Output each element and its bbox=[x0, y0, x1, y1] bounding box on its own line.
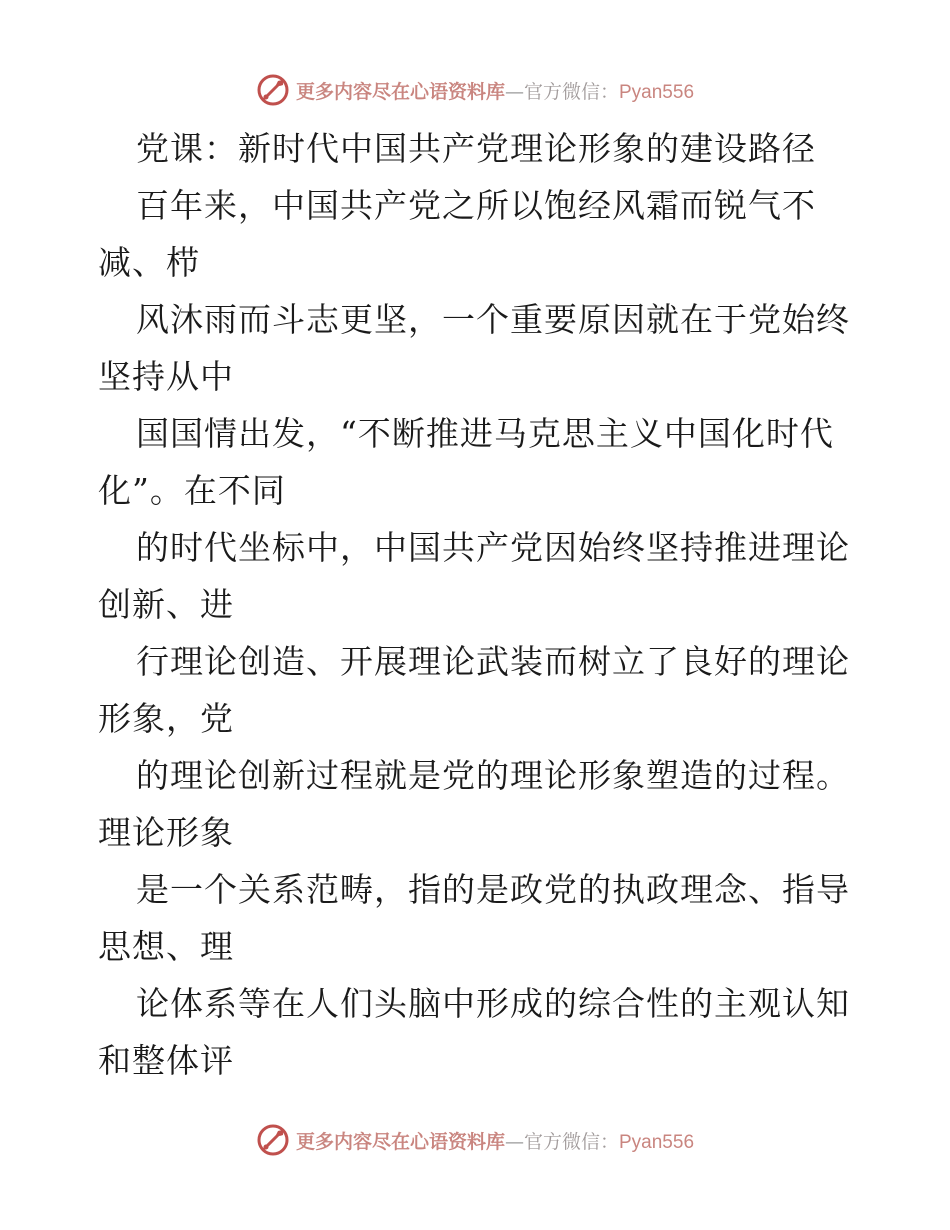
banner-slogan: 更多内容尽在心语资料库 bbox=[295, 1130, 505, 1153]
body-line: 风沐雨而斗志更坚，一个重要原因就在于党始终 bbox=[136, 300, 850, 339]
body-line: 创新、进 bbox=[98, 585, 234, 624]
banner-separator: — bbox=[504, 1130, 524, 1153]
body-line: 的时代坐标中，中国共产党因始终坚持推进理论 bbox=[136, 528, 850, 567]
wechat-label: 官方微信： bbox=[523, 80, 619, 103]
body-line: 思想、理 bbox=[98, 927, 234, 966]
body-line: 国国情出发，“不断推进马克思主义中国化时代 bbox=[136, 414, 834, 453]
header-banner bbox=[0, 70, 950, 110]
banner-slogan: 更多内容尽在心语资料库 bbox=[295, 80, 505, 103]
banner-text bbox=[296, 1127, 694, 1154]
document-title: 党课：新时代中国共产党理论形象的建设路径 bbox=[136, 129, 816, 168]
quill-seal-icon bbox=[256, 1123, 290, 1157]
wechat-id: Pyan556 bbox=[619, 81, 695, 103]
footer-banner bbox=[0, 1120, 950, 1160]
body-line: 减、栉 bbox=[98, 243, 200, 282]
body-line: 理论形象 bbox=[98, 813, 234, 852]
body-line: 百年来，中国共产党之所以饱经风霜而锐气不 bbox=[136, 186, 816, 225]
wechat-id: Pyan556 bbox=[619, 1131, 695, 1153]
body-line: 是一个关系范畴，指的是政党的执政理念、指导 bbox=[136, 870, 850, 909]
body-line: 和整体评 bbox=[98, 1041, 234, 1080]
body-line: 行理论创造、开展理论武装而树立了良好的理论 bbox=[136, 642, 850, 681]
document-body bbox=[98, 120, 868, 1089]
body-line: 形象，党 bbox=[98, 699, 234, 738]
body-line: 坚持从中 bbox=[98, 357, 234, 396]
body-line: 化”。在不同 bbox=[98, 471, 286, 510]
body-line: 论体系等在人们头脑中形成的综合性的主观认知 bbox=[136, 984, 850, 1023]
banner-separator: — bbox=[504, 80, 524, 103]
quill-seal-icon bbox=[256, 73, 290, 107]
banner-text bbox=[296, 77, 694, 104]
body-line: 的理论创新过程就是党的理论形象塑造的过程。 bbox=[136, 756, 850, 795]
wechat-label: 官方微信： bbox=[523, 1130, 619, 1153]
